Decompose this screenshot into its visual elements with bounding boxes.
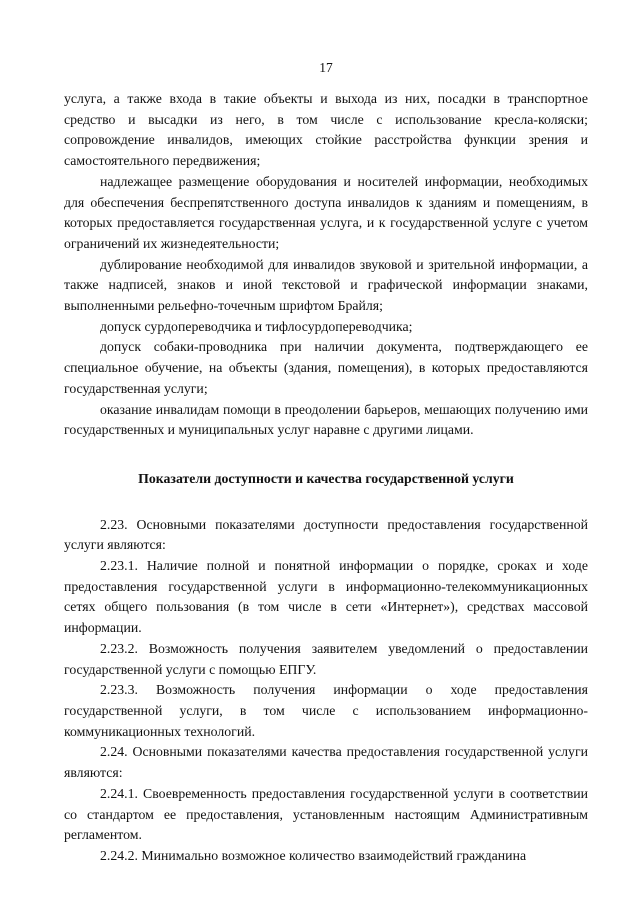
- document-body: [64, 89, 588, 867]
- paragraph-2-24-2: 2.24.2. Минимально возможное количество взаимодействий гражданина: [100, 847, 527, 863]
- paragraph-2-23-3: 2.23.3. Возможность получения информации о ходе предоставления государственной услуги, в том числе с использованием информационно-коммуникационных технологий.: [64, 682, 588, 739]
- paragraph-braille-duplication: дублирование необходимой для инвалидов звуковой и зрительной информации, а также надписей, знаков и иной текстовой и графической информации знаками, выполненными рельефно-точечным шрифтом Брайля;: [64, 256, 588, 314]
- paragraph-barrier-assistance: оказание инвалидам помощи в преодолении барьеров, мешающих получению ими государственных и муниципальных услуг наравне с другими лицами.: [64, 401, 588, 438]
- paragraph-2-23-2: 2.23.2. Возможность получения заявителем уведомлений о предоставлении государственной услуги с помощью ЕПГУ.: [64, 640, 588, 677]
- paragraph-continuation: услуга, а также входа в такие объекты и выхода из них, посадки в транспортное средство и высадки из него, в том числе с использование кресла-коляски; сопровождение инвалидов, имеющих стойкие расстройства функции зрения и самостоятельного передвижения;: [64, 91, 588, 169]
- paragraph-equipment-placement: надлежащее размещение оборудования и носителей информации, необходимых для обеспечения беспрепятственного доступа инвалидов к зданиям и помещениям, в которых предоставляется государственная услуга, и к государственной услуге с учетом ограничений их жизнедеятельности;: [64, 173, 588, 251]
- paragraph-sign-interpreter: допуск сурдопереводчика и тифлосурдопереводчика;: [100, 318, 413, 334]
- page-number: 17: [319, 60, 333, 75]
- paragraph-2-23-1: 2.23.1. Наличие полной и понятной информации о порядке, сроках и ходе предоставления государственной услуги в информационно-телекоммуникационных сетях общего пользования (в том числе в сети «Интернет»), средствах массовой информации.: [64, 558, 588, 636]
- paragraph-2-24-1: 2.24.1. Своевременность предоставления государственной услуги в соответствии со стандартом ее предоставления, установленным настоящим Административным регламентом.: [64, 785, 588, 843]
- paragraph-2-23: 2.23. Основными показателями доступности предоставления государственной услуги являются:: [64, 516, 588, 553]
- paragraph-2-24: 2.24. Основными показателями качества предоставления государственной услуги являются:: [64, 744, 588, 781]
- section-heading: Показатели доступности и качества государственной услуги: [138, 470, 514, 486]
- paragraph-guide-dog: допуск собаки-проводника при наличии документа, подтверждающего ее специальное обучение, на объекты (здания, помещения), в которых предоставляются государственная услуги;: [64, 339, 588, 396]
